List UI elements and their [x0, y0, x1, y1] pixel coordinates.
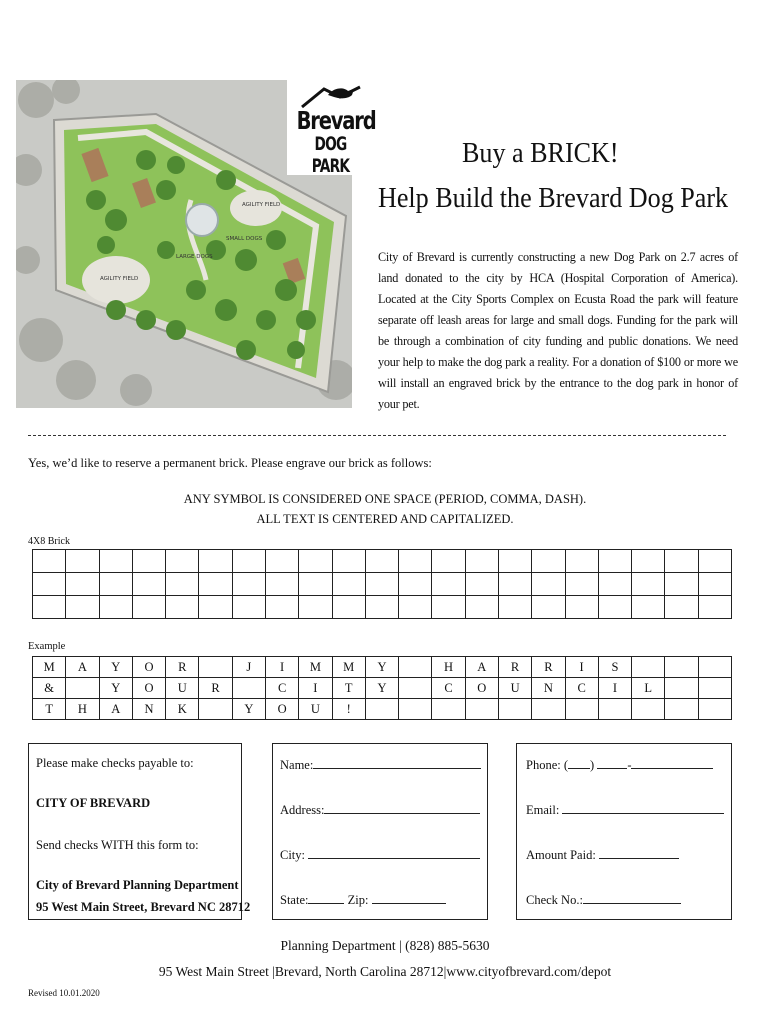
brick-cell[interactable] [632, 550, 665, 573]
example-cell: A [465, 657, 498, 678]
brick-cell[interactable] [66, 573, 99, 596]
footer-address: 95 West Main Street |Brevard, North Carolina 28712|www.cityofbrevard.com/depot [158, 964, 612, 979]
brick-cell[interactable] [232, 573, 265, 596]
brick-cell[interactable] [232, 596, 265, 619]
reserve-text: Yes, we’d like to reserve a permanent brick. Please engrave our brick as follows: [28, 456, 432, 470]
brick-cell[interactable] [166, 596, 199, 619]
payment-instructions-box [28, 743, 251, 920]
example-cell [365, 699, 398, 720]
example-cell [399, 699, 432, 720]
example-cell: I [598, 678, 631, 699]
email-field[interactable] [562, 801, 724, 814]
example-cell: C [432, 678, 465, 699]
brick-row [33, 596, 732, 619]
example-cell [565, 699, 598, 720]
example-cell: I [299, 678, 332, 699]
send-label: Send checks WITH this form to: [36, 838, 199, 852]
zip-field[interactable] [372, 891, 446, 904]
brick-cell[interactable] [33, 573, 66, 596]
page-subtitle: Help Build the Brevard Dog Park [378, 182, 729, 214]
brick-cell[interactable] [66, 596, 99, 619]
example-label: Example [28, 641, 66, 652]
brick-engraving-grid[interactable] [32, 549, 732, 619]
brick-cell[interactable] [66, 550, 99, 573]
brick-cell[interactable] [199, 573, 232, 596]
brick-cell[interactable] [399, 550, 432, 573]
map-label-large-dogs: LARGE DOGS [176, 254, 213, 260]
brick-cell[interactable] [465, 573, 498, 596]
example-cell: R [166, 657, 199, 678]
example-cell: U [498, 678, 531, 699]
brick-cell[interactable] [132, 573, 165, 596]
example-cell [598, 699, 631, 720]
brick-cell[interactable] [698, 596, 731, 619]
example-cell [199, 657, 232, 678]
example-cell: & [33, 678, 66, 699]
brevard-dog-park-logo [287, 80, 374, 175]
example-cell: U [166, 678, 199, 699]
brick-cell[interactable] [465, 550, 498, 573]
brick-cell[interactable] [598, 573, 631, 596]
revision-date: Revised 10.01.2020 [28, 988, 100, 998]
brick-cell[interactable] [265, 573, 298, 596]
brick-cell[interactable] [166, 550, 199, 573]
example-cell: N [532, 678, 565, 699]
example-cell [532, 699, 565, 720]
example-cell: Y [232, 699, 265, 720]
brick-cell[interactable] [265, 550, 298, 573]
map-label-agility-left: AGILITY FIELD [100, 276, 139, 282]
example-cell: C [565, 678, 598, 699]
brick-cell[interactable] [232, 550, 265, 573]
example-cell: L [632, 678, 665, 699]
example-cell: Y [99, 657, 132, 678]
example-cell: H [66, 699, 99, 720]
brick-cell[interactable] [665, 573, 698, 596]
city-label: City: [280, 848, 306, 862]
phone-prefix-field[interactable] [597, 756, 627, 769]
example-cell [399, 657, 432, 678]
example-cell [465, 699, 498, 720]
example-cell [632, 657, 665, 678]
example-cell: I [565, 657, 598, 678]
engraving-note-1: ANY SYMBOL IS CONSIDERED ONE SPACE (PERIOD, COMMA, DASH). [183, 492, 587, 506]
example-row [33, 657, 732, 678]
example-cell: O [132, 657, 165, 678]
brick-row [33, 550, 732, 573]
example-row [33, 699, 732, 720]
brick-cell[interactable] [432, 596, 465, 619]
example-cell [232, 678, 265, 699]
brick-cell[interactable] [365, 550, 398, 573]
brick-cell[interactable] [332, 550, 365, 573]
example-cell [665, 699, 698, 720]
brick-cell[interactable] [565, 596, 598, 619]
phone-line-field[interactable] [631, 756, 713, 769]
check-number-field[interactable] [583, 891, 681, 904]
brick-cell[interactable] [132, 550, 165, 573]
brick-cell[interactable] [632, 596, 665, 619]
brick-cell[interactable] [33, 550, 66, 573]
brick-cell[interactable] [33, 596, 66, 619]
logo-text-dog-park: DOG PARK [311, 133, 350, 177]
city-field[interactable] [308, 846, 480, 859]
brick-cell[interactable] [532, 550, 565, 573]
brick-cell[interactable] [698, 573, 731, 596]
brick-cell[interactable] [498, 573, 531, 596]
example-cell: N [132, 699, 165, 720]
brick-cell[interactable] [332, 573, 365, 596]
example-cell: J [232, 657, 265, 678]
cut-line [28, 435, 726, 436]
example-cell: K [166, 699, 199, 720]
example-cell [199, 699, 232, 720]
intro-paragraph: City of Brevard is currently constructing a new Dog Park on 2.7 acres of land donated to the city by HCA (Hospital Corporation of America). Located at the City Sports Complex on Ecusta Road the park will feature separate off leash areas for large and small dogs. Funding for the park will be through a combination of city funding and public donations. We need your help to make the dog park a reality. For a donation of $100 or more we will install an engraved brick by the entrance to the dog park in honor of your pet. [378, 250, 738, 411]
brick-cell[interactable] [299, 596, 332, 619]
brick-cell[interactable] [399, 573, 432, 596]
example-cell [498, 699, 531, 720]
brick-cell[interactable] [332, 596, 365, 619]
example-cell: R [498, 657, 531, 678]
brick-cell[interactable] [632, 573, 665, 596]
address-label: Address: [280, 803, 325, 817]
logo-text-brevard: Brevard [296, 106, 376, 135]
page-title: Buy a BRICK! [462, 137, 619, 169]
example-cell: T [332, 678, 365, 699]
brick-cell[interactable] [99, 573, 132, 596]
check-label: Check No.: [526, 893, 583, 907]
example-cell: U [299, 699, 332, 720]
example-cell [399, 678, 432, 699]
planning-dept-name: City of Brevard Planning Department [36, 878, 239, 892]
map-label-agility-top: AGILITY FIELD [242, 202, 281, 208]
brick-cell[interactable] [365, 596, 398, 619]
example-cell [632, 699, 665, 720]
example-cell: C [265, 678, 298, 699]
example-cell [698, 699, 731, 720]
example-cell: ! [332, 699, 365, 720]
example-cell: Y [365, 678, 398, 699]
address-field[interactable] [324, 801, 480, 814]
payment-details-box [516, 743, 732, 920]
brick-cell[interactable] [665, 550, 698, 573]
email-label: Email: [526, 803, 560, 817]
brick-cell[interactable] [99, 550, 132, 573]
example-cell: T [33, 699, 66, 720]
example-cell [66, 678, 99, 699]
brick-cell[interactable] [265, 596, 298, 619]
name-field[interactable] [313, 756, 481, 769]
brick-cell[interactable] [665, 596, 698, 619]
payee-name: CITY OF BREVARD [36, 796, 151, 810]
example-row [33, 678, 732, 699]
example-cell: O [265, 699, 298, 720]
example-grid [32, 656, 732, 720]
example-cell: M [299, 657, 332, 678]
brick-row [33, 573, 732, 596]
brick-cell[interactable] [299, 573, 332, 596]
example-cell [698, 657, 731, 678]
footer-contact: Planning Department | (828) 885-5630 [280, 938, 490, 953]
example-cell: I [265, 657, 298, 678]
brick-cell[interactable] [565, 573, 598, 596]
example-cell: H [432, 657, 465, 678]
brick-cell[interactable] [199, 550, 232, 573]
example-cell [665, 678, 698, 699]
brick-cell[interactable] [565, 550, 598, 573]
brick-cell[interactable] [132, 596, 165, 619]
brick-cell[interactable] [465, 596, 498, 619]
brick-cell[interactable] [698, 550, 731, 573]
engraving-note-2: ALL TEXT IS CENTERED AND CAPITALIZED. [256, 512, 514, 526]
state-label: State: [280, 893, 309, 907]
example-cell: Y [365, 657, 398, 678]
phone-area-field[interactable] [568, 756, 590, 769]
example-cell: M [33, 657, 66, 678]
planning-dept-address: 95 West Main Street, Brevard NC 28712 [36, 900, 251, 914]
phone-dash: - [627, 758, 632, 772]
donor-info-box [272, 743, 488, 920]
brick-size-label: 4X8 Brick [28, 536, 70, 547]
example-cell: R [532, 657, 565, 678]
example-cell [665, 657, 698, 678]
brick-cell[interactable] [166, 573, 199, 596]
name-label: Name: [280, 758, 314, 772]
brick-cell[interactable] [498, 596, 531, 619]
zip-label: Zip: [347, 893, 369, 907]
brick-cell[interactable] [365, 573, 398, 596]
brick-cell[interactable] [432, 573, 465, 596]
state-field[interactable] [308, 891, 344, 904]
brick-cell[interactable] [532, 596, 565, 619]
example-cell: O [465, 678, 498, 699]
brick-cell[interactable] [199, 596, 232, 619]
brick-cell[interactable] [532, 573, 565, 596]
example-cell: M [332, 657, 365, 678]
amount-label: Amount Paid: [526, 848, 596, 862]
brick-cell[interactable] [299, 550, 332, 573]
example-cell [698, 678, 731, 699]
example-cell: A [99, 699, 132, 720]
map-label-small-dogs: SMALL DOGS [226, 236, 263, 242]
brick-cell[interactable] [498, 550, 531, 573]
phone-label: Phone: ( [526, 758, 569, 772]
brick-cell[interactable] [399, 596, 432, 619]
payable-label: Please make checks payable to: [36, 756, 194, 770]
phone-paren: ) [590, 758, 595, 772]
example-cell: Y [99, 678, 132, 699]
brick-cell[interactable] [598, 596, 631, 619]
example-cell [432, 699, 465, 720]
example-cell: O [132, 678, 165, 699]
brick-cell[interactable] [432, 550, 465, 573]
amount-field[interactable] [599, 846, 679, 859]
example-cell: R [199, 678, 232, 699]
brick-cell[interactable] [99, 596, 132, 619]
example-cell: A [66, 657, 99, 678]
example-cell: S [598, 657, 631, 678]
brick-cell[interactable] [598, 550, 631, 573]
